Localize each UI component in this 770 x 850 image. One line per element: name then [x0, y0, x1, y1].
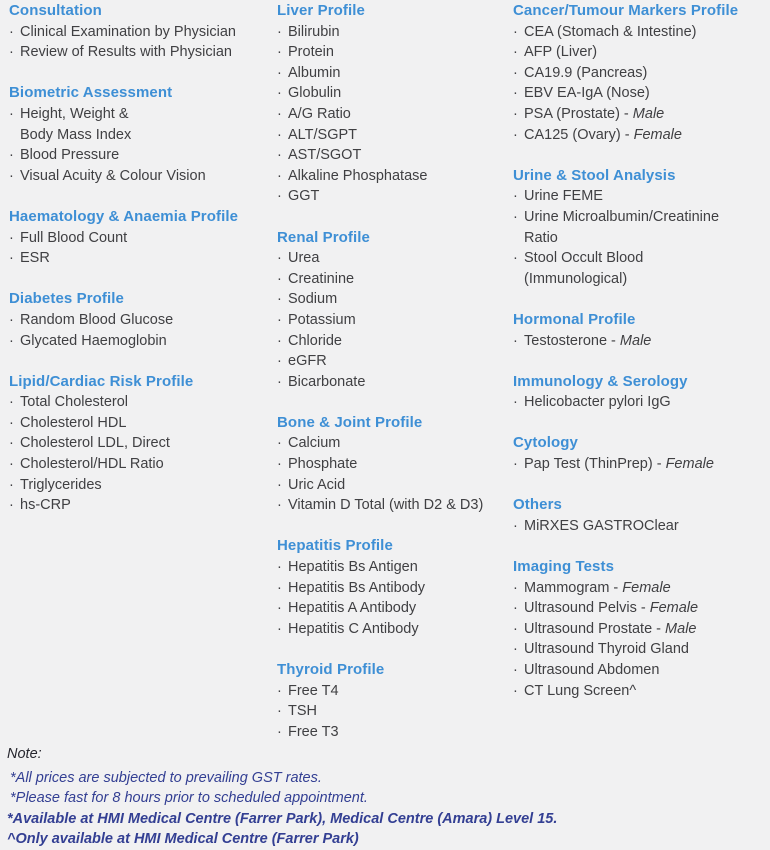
- footnote: *Please fast for 8 hours prior to scheduled appointment.: [10, 790, 368, 807]
- note-label: Note:: [7, 746, 42, 762]
- list-item-text: Calcium: [288, 435, 341, 452]
- bullet-icon: ·: [513, 456, 518, 473]
- list-item-label: [524, 639, 767, 660]
- column-liver-renal-bone-hepatitis-thyroid: [277, 1, 509, 742]
- list-item-text: eGFR: [288, 353, 327, 370]
- list-item-text: Stool Occult Blood: [524, 250, 644, 267]
- list-item-label: [524, 660, 767, 681]
- list-item-label: [20, 104, 269, 145]
- list-item-text: Helicobacter pylori IgG: [524, 394, 671, 411]
- list-item-text: Glycated Haemoglobin: [20, 332, 167, 349]
- list-item-label: [20, 413, 269, 434]
- section-heading: Lipid/Cardiac Risk Profile: [9, 372, 194, 390]
- bullet-icon: ·: [513, 332, 518, 349]
- list-item-label: [288, 145, 509, 166]
- list-item: [513, 639, 767, 660]
- list-item: [9, 433, 269, 454]
- list-item: [277, 598, 509, 619]
- list-item-label: [288, 22, 509, 43]
- gender-label: Male: [619, 332, 652, 349]
- list-item-text: CEA (Stomach & Intestine): [524, 23, 697, 40]
- list-item: [9, 145, 269, 166]
- list-item: [513, 63, 767, 84]
- list-item-label: [20, 454, 269, 475]
- list-item-text: Free T3: [288, 723, 339, 740]
- list-item-label: [288, 433, 509, 454]
- list-item-label: [524, 578, 767, 599]
- bullet-icon: ·: [277, 23, 282, 40]
- list-item-text: Review of Results with Physician: [20, 44, 232, 61]
- list-item-label: [524, 454, 767, 475]
- list-item-label: [288, 722, 509, 743]
- list-item-label: [524, 42, 767, 63]
- list-item: [277, 22, 509, 43]
- bullet-icon: ·: [9, 167, 14, 184]
- list-item: [277, 269, 509, 290]
- section-heading: Others: [513, 496, 562, 514]
- section: [513, 372, 767, 413]
- list-item: [513, 660, 767, 681]
- section-heading: Thyroid Profile: [277, 661, 385, 678]
- list-item-text: Testosterone -: [524, 332, 620, 349]
- section-heading: Cancer/Tumour Markers Profile: [513, 2, 739, 19]
- bullet-icon: ·: [277, 579, 282, 596]
- list-item: [513, 207, 767, 248]
- list-item-text: Albumin: [288, 64, 341, 81]
- section: [9, 1, 269, 63]
- section: [9, 372, 269, 516]
- list-item: [513, 392, 767, 413]
- bullet-icon: ·: [277, 703, 282, 720]
- bullet-icon: ·: [277, 188, 282, 205]
- list-item-label: [288, 269, 509, 290]
- list-item: [277, 166, 509, 187]
- list-item-text: ALT/SGPT: [288, 126, 358, 143]
- section-heading: Bone & Joint Profile: [277, 413, 423, 431]
- list-item-label: [524, 63, 767, 84]
- list-item-label: [20, 145, 269, 166]
- list-item-label: [288, 42, 509, 63]
- bullet-icon: ·: [277, 147, 282, 164]
- bullet-icon: ·: [9, 250, 14, 267]
- list-item-text: Potassium: [288, 311, 356, 328]
- list-item: [277, 433, 509, 454]
- column-markers-urine-imaging: [513, 1, 767, 701]
- list-item-text: Ultrasound Abdomen: [524, 662, 660, 678]
- bullet-icon: ·: [277, 682, 282, 699]
- list-item-text: Full Blood Count: [20, 229, 128, 246]
- bullet-icon: ·: [9, 456, 14, 473]
- list-item-text: EBV EA-IgA (Nose): [524, 85, 650, 102]
- list-item-text: Hepatitis Bs Antigen: [288, 559, 418, 576]
- section-heading: Diabetes Profile: [9, 290, 124, 308]
- bullet-icon: ·: [277, 250, 282, 267]
- list-item: [513, 42, 767, 63]
- list-item-label: [288, 701, 509, 722]
- gender-label: Female: [665, 456, 714, 473]
- list-item: [277, 475, 509, 496]
- list-item-label: [288, 351, 509, 372]
- bullet-icon: ·: [277, 456, 282, 473]
- list-item-text: Uric Acid: [288, 476, 346, 493]
- bullet-icon: ·: [277, 270, 282, 287]
- list-item-label: [20, 42, 269, 63]
- list-item-label: [524, 248, 767, 289]
- list-item-label: [524, 619, 767, 640]
- list-item: [513, 186, 767, 207]
- list-item-text: Urine Microalbumin/Creatinine: [524, 208, 720, 225]
- list-item: [277, 42, 509, 63]
- list-item: [277, 248, 509, 269]
- bullet-icon: ·: [277, 559, 282, 576]
- bullet-icon: ·: [513, 641, 518, 658]
- gender-label: Female: [633, 126, 682, 143]
- section-heading: Imaging Tests: [513, 558, 615, 576]
- list-item: [513, 104, 767, 125]
- list-item: [277, 125, 509, 146]
- section: [513, 557, 767, 701]
- list-item: [9, 104, 269, 145]
- list-item-label: [20, 166, 269, 187]
- list-item-text: Visual Acuity & Colour Vision: [20, 167, 206, 184]
- list-item: [9, 495, 269, 516]
- section: [513, 1, 767, 145]
- bullet-icon: ·: [513, 662, 518, 678]
- list-item: [513, 454, 767, 475]
- list-item: [277, 63, 509, 84]
- list-item-text: Chloride: [288, 332, 342, 349]
- bullet-icon: ·: [277, 600, 282, 617]
- list-item-text: AFP (Liver): [524, 44, 598, 61]
- bullet-icon: ·: [9, 394, 14, 411]
- section: [513, 495, 767, 536]
- bullet-icon: ·: [513, 600, 518, 617]
- list-item-label: [524, 22, 767, 43]
- bullet-icon: ·: [277, 105, 282, 122]
- list-item: [277, 104, 509, 125]
- bullet-icon: ·: [513, 682, 518, 699]
- list-item: [9, 392, 269, 413]
- footnote: *All prices are subjected to prevailing GST rates.: [10, 769, 322, 786]
- list-item-text: PSA (Prostate) -: [524, 105, 633, 122]
- list-item-label: [524, 83, 767, 104]
- list-item-label: [20, 248, 269, 269]
- list-item-text: CA125 (Ovary) -: [524, 126, 634, 143]
- section-heading: Immunology & Serology: [513, 372, 688, 390]
- list-item-text: Hepatitis Bs Antibody: [288, 579, 426, 596]
- list-item-label: [288, 166, 509, 187]
- section: [277, 660, 509, 742]
- list-item-label: [524, 207, 767, 248]
- list-item: [277, 495, 509, 516]
- bullet-icon: ·: [277, 620, 282, 637]
- list-item: [9, 475, 269, 496]
- list-item: [9, 331, 269, 352]
- list-item-label: [288, 310, 509, 331]
- section: [513, 310, 767, 351]
- section: [9, 289, 269, 351]
- list-item: [277, 619, 509, 640]
- list-item-text: Bilirubin: [288, 23, 340, 40]
- list-item: [513, 331, 767, 352]
- list-item: [277, 722, 509, 743]
- section: [513, 166, 767, 290]
- bullet-icon: ·: [513, 105, 518, 122]
- list-item: [9, 42, 269, 63]
- bullet-icon: ·: [277, 126, 282, 143]
- section-heading: Urine & Stool Analysis: [513, 166, 676, 184]
- list-item-text: hs-CRP: [20, 497, 71, 514]
- list-item: [277, 681, 509, 702]
- list-item-text: Body Mass Index: [20, 126, 132, 143]
- list-item-text: Cholesterol/HDL Ratio: [20, 456, 164, 473]
- bullet-icon: ·: [277, 353, 282, 370]
- bullet-icon: ·: [9, 476, 14, 493]
- bullet-icon: ·: [9, 105, 14, 122]
- list-item: [277, 186, 509, 207]
- list-item-text: Triglycerides: [20, 476, 102, 493]
- bullet-icon: ·: [277, 85, 282, 102]
- list-item-label: [524, 516, 767, 537]
- bullet-icon: ·: [9, 332, 14, 349]
- list-item: [513, 598, 767, 619]
- list-item-label: [524, 392, 767, 413]
- list-item: [9, 22, 269, 43]
- bullet-icon: ·: [513, 64, 518, 81]
- bullet-icon: ·: [513, 85, 518, 102]
- list-item-text: Protein: [288, 44, 334, 61]
- list-item-text: Hepatitis C Antibody: [288, 620, 419, 637]
- list-item-label: [288, 289, 509, 310]
- section: [277, 228, 509, 393]
- list-item-label: [288, 83, 509, 104]
- section: [277, 413, 509, 516]
- list-item: [277, 372, 509, 393]
- gender-label: Male: [632, 105, 665, 122]
- section-heading: Liver Profile: [277, 2, 365, 19]
- list-item: [9, 413, 269, 434]
- bullet-icon: ·: [9, 497, 14, 514]
- bullet-icon: ·: [513, 126, 518, 143]
- bullet-icon: ·: [277, 332, 282, 349]
- list-item-label: [20, 331, 269, 352]
- footnote: ^Only available at HMI Medical Centre (Farrer Park): [7, 831, 359, 848]
- list-item-text: Mammogram -: [524, 579, 623, 596]
- bullet-icon: ·: [513, 394, 518, 411]
- list-item: [277, 351, 509, 372]
- list-item-text: Phosphate: [288, 456, 358, 473]
- list-item-text: Random Blood Glucose: [20, 311, 174, 328]
- list-item: [513, 578, 767, 599]
- list-item-text: A/G Ratio: [288, 105, 351, 122]
- list-item-text: Pap Test (ThinPrep) -: [524, 456, 666, 473]
- bullet-icon: ·: [277, 497, 282, 514]
- list-item-text: Ultrasound Prostate -: [524, 620, 666, 637]
- section: [277, 1, 509, 207]
- list-item-label: [288, 475, 509, 496]
- list-item-text: Urea: [288, 250, 320, 267]
- list-item-label: [288, 248, 509, 269]
- list-item-label: [524, 681, 767, 702]
- bullet-icon: ·: [513, 188, 518, 205]
- list-item-label: [288, 557, 509, 578]
- list-item-label: [20, 433, 269, 454]
- list-item: [9, 310, 269, 331]
- bullet-icon: ·: [277, 291, 282, 308]
- list-item: [513, 619, 767, 640]
- list-item-text: Creatinine: [288, 270, 355, 287]
- section-heading: Biometric Assessment: [9, 84, 173, 102]
- list-item-label: [288, 186, 509, 207]
- list-item-text: GGT: [288, 188, 320, 205]
- list-item: [277, 701, 509, 722]
- list-item-label: [288, 454, 509, 475]
- list-item-text: Ratio: [524, 229, 558, 246]
- list-item: [277, 83, 509, 104]
- list-item-text: TSH: [288, 703, 317, 720]
- bullet-icon: ·: [513, 250, 518, 267]
- footer-notes: [7, 744, 767, 850]
- bullet-icon: ·: [513, 620, 518, 637]
- bullet-icon: ·: [277, 435, 282, 452]
- list-item-text: Alkaline Phosphatase: [288, 167, 428, 184]
- bullet-icon: ·: [513, 208, 518, 225]
- list-item-text: Urine FEME: [524, 188, 603, 205]
- list-item: [277, 578, 509, 599]
- list-item-label: [524, 598, 767, 619]
- list-item-label: [524, 125, 767, 146]
- bullet-icon: ·: [513, 44, 518, 61]
- section: [513, 433, 767, 474]
- list-item-label: [20, 392, 269, 413]
- list-item-text: Blood Pressure: [20, 147, 120, 164]
- list-item-text: CA19.9 (Pancreas): [524, 64, 648, 81]
- list-item-text: Bicarbonate: [288, 373, 366, 390]
- list-item: [513, 83, 767, 104]
- list-item-text: Sodium: [288, 291, 338, 308]
- list-item-label: [288, 331, 509, 352]
- list-item: [9, 248, 269, 269]
- list-item-text: Ultrasound Thyroid Gland: [524, 641, 689, 658]
- list-item: [513, 681, 767, 702]
- bullet-icon: ·: [277, 167, 282, 184]
- bullet-icon: ·: [9, 414, 14, 431]
- list-item-label: [288, 125, 509, 146]
- bullet-icon: ·: [9, 44, 14, 61]
- list-item-text: Vitamin D Total (with D2 & D3): [288, 497, 484, 514]
- bullet-icon: ·: [513, 517, 518, 534]
- list-item-text: Free T4: [288, 682, 339, 699]
- list-item-text: CT Lung Screen^: [524, 682, 637, 699]
- list-item-text: Height, Weight &: [20, 105, 129, 122]
- footnote: *Available at HMI Medical Centre (Farrer Park), Medical Centre (Amara) Level 15.: [7, 810, 558, 827]
- list-item-label: [524, 104, 767, 125]
- list-item-label: [524, 331, 767, 352]
- section-heading: Consultation: [9, 2, 102, 19]
- list-item-text: ESR: [20, 250, 50, 267]
- list-item-label: [288, 372, 509, 393]
- list-item-label: [288, 63, 509, 84]
- list-item: [277, 557, 509, 578]
- section-heading: Cytology: [513, 434, 578, 452]
- gender-label: Female: [622, 579, 671, 596]
- list-item-text: AST/SGOT: [288, 147, 362, 164]
- list-item-label: [288, 104, 509, 125]
- bullet-icon: ·: [9, 23, 14, 40]
- bullet-icon: ·: [277, 311, 282, 328]
- list-item-label: [288, 598, 509, 619]
- bullet-icon: ·: [9, 311, 14, 328]
- list-item-text: Cholesterol LDL, Direct: [20, 435, 170, 452]
- list-item: [9, 166, 269, 187]
- bullet-icon: ·: [9, 147, 14, 164]
- list-item: [277, 310, 509, 331]
- section-heading: Renal Profile: [277, 228, 370, 246]
- notes-list: [7, 768, 767, 850]
- bullet-icon: ·: [277, 373, 282, 390]
- list-item: [513, 516, 767, 537]
- gender-label: Male: [665, 620, 697, 637]
- list-item-text: (Immunological): [524, 270, 628, 287]
- list-item-text: Clinical Examination by Physician: [20, 23, 236, 40]
- list-item-label: [288, 495, 509, 516]
- list-item-label: [288, 578, 509, 599]
- bullet-icon: ·: [9, 229, 14, 246]
- list-item-label: [288, 681, 509, 702]
- list-item-text: Hepatitis A Antibody: [288, 600, 417, 617]
- section: [9, 83, 269, 186]
- section: [277, 536, 509, 639]
- list-item: [513, 22, 767, 43]
- bullet-icon: ·: [513, 579, 518, 596]
- section-heading: Hepatitis Profile: [277, 537, 393, 555]
- list-item: [277, 289, 509, 310]
- list-item-label: [20, 228, 269, 249]
- list-item-label: [524, 186, 767, 207]
- column-consultation-biometric-labs: [9, 1, 269, 516]
- section-heading: Hormonal Profile: [513, 310, 636, 328]
- list-item-label: [20, 495, 269, 516]
- list-item: [9, 454, 269, 475]
- section: [9, 207, 269, 269]
- list-item-text: Total Cholesterol: [20, 394, 128, 411]
- bullet-icon: ·: [277, 64, 282, 81]
- bullet-icon: ·: [277, 44, 282, 61]
- bullet-icon: ·: [277, 723, 282, 740]
- list-item: [277, 454, 509, 475]
- list-item-text: Cholesterol HDL: [20, 414, 127, 431]
- gender-label: Female: [649, 600, 699, 617]
- list-item: [277, 145, 509, 166]
- bullet-icon: ·: [277, 476, 282, 493]
- bullet-icon: ·: [9, 435, 14, 452]
- list-item: [513, 248, 767, 289]
- list-item: [277, 331, 509, 352]
- list-item-text: Globulin: [288, 85, 342, 102]
- list-item-text: MiRXES GASTROClear: [524, 517, 679, 534]
- list-item-label: [20, 475, 269, 496]
- list-item-label: [20, 310, 269, 331]
- list-item: [9, 228, 269, 249]
- section-heading: Haematology & Anaemia Profile: [9, 207, 239, 225]
- bullet-icon: ·: [513, 23, 518, 40]
- list-item-label: [288, 619, 509, 640]
- list-item-text: Ultrasound Pelvis -: [524, 600, 650, 617]
- list-item: [513, 125, 767, 146]
- list-item-label: [20, 22, 269, 43]
